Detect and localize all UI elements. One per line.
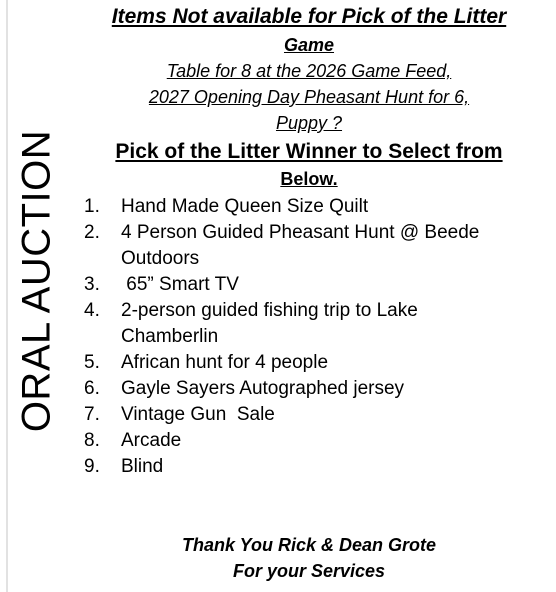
- list-item: [84, 220, 511, 272]
- title-line-1: Items Not available for Pick of the Litter: [111, 5, 507, 28]
- item-text: Hand Made Queen Size Quilt: [121, 196, 369, 217]
- list-item: [84, 376, 511, 402]
- item-text: 4 Person Guided Pheasant Hunt @ Beede Outdoors: [121, 222, 480, 269]
- thank-you-line-1: Thank You Rick & Dean Grote: [181, 535, 437, 555]
- list-item: [84, 350, 511, 376]
- oral-auction-label: ORAL AUCTION: [14, 129, 59, 433]
- title-line-2: Game: [283, 35, 335, 55]
- item-text: African hunt for 4 people: [121, 352, 329, 373]
- list-item: [84, 428, 511, 454]
- section-heading-line-2: Below.: [280, 169, 338, 189]
- item-number: 1.: [84, 196, 100, 217]
- excluded-item-line-2: 2027 Opening Day Pheasant Hunt for 6,: [148, 87, 470, 107]
- excluded-item-line-3: Puppy ?: [275, 113, 343, 133]
- list-item: [84, 194, 511, 220]
- page-edge: [6, 0, 8, 592]
- item-text: 65” Smart TV: [121, 274, 239, 295]
- excluded-item-line-1: Table for 8 at the 2026 Game Feed,: [166, 61, 452, 81]
- list-item: [84, 402, 511, 428]
- list-item: [84, 298, 511, 350]
- item-text: Blind: [121, 456, 164, 477]
- item-number: 3.: [84, 274, 100, 295]
- thank-you-line-2: For your Services: [232, 561, 386, 581]
- item-text: Vintage Gun Sale: [121, 404, 275, 425]
- item-text: Arcade: [121, 430, 182, 451]
- item-number: 9.: [84, 456, 100, 477]
- item-number: 7.: [84, 404, 100, 425]
- item-number: 6.: [84, 378, 100, 399]
- list-item: [84, 272, 511, 298]
- list-item: [84, 454, 511, 480]
- item-number: 8.: [84, 430, 100, 451]
- item-text: 2-person guided fishing trip to Lake Chamberlin: [121, 300, 418, 347]
- section-heading-line-1: Pick of the Litter Winner to Select from: [115, 140, 503, 163]
- item-number: 4.: [84, 300, 100, 321]
- prize-list: [84, 194, 511, 480]
- item-number: 2.: [84, 222, 100, 243]
- item-number: 5.: [84, 352, 100, 373]
- item-text: Gayle Sayers Autographed jersey: [121, 378, 405, 399]
